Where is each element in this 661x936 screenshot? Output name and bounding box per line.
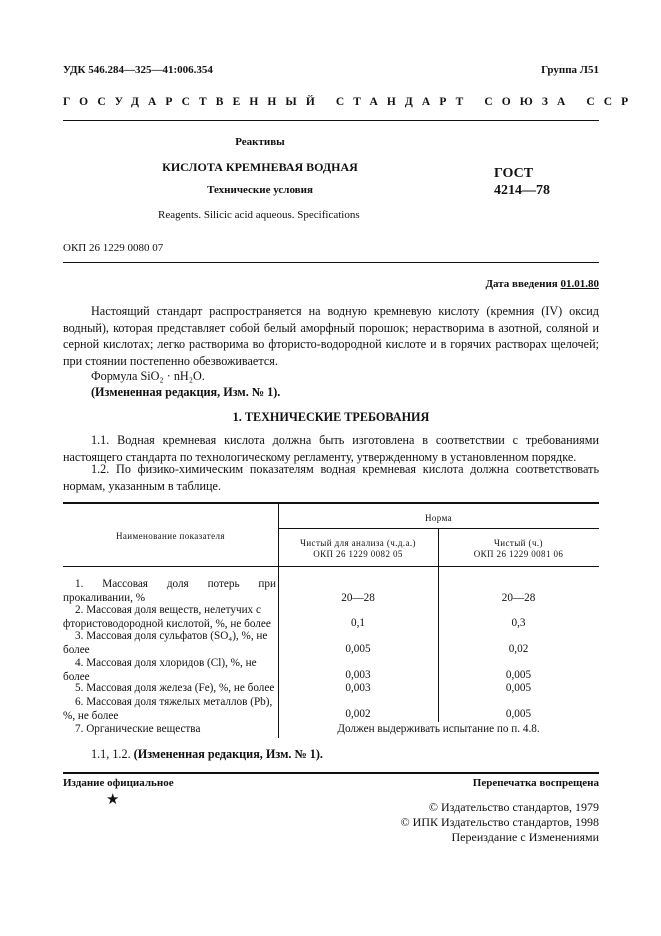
table-row-value: 0,003	[345, 669, 371, 681]
document-title: КИСЛОТА КРЕМНЕВАЯ ВОДНАЯ	[162, 160, 358, 174]
title-rule	[63, 262, 599, 263]
col-header-norm: Норма	[425, 513, 452, 523]
after-table-amendment: (Измененная редакция, Изм. № 1).	[133, 747, 323, 761]
reprint-prohibited: Перепечатка воспрещена	[472, 777, 599, 789]
col-header-ch-okp: ОКП 26 1229 0081 06	[473, 549, 564, 559]
table-row-value: 0,005	[505, 708, 532, 720]
category: Реактивы	[235, 136, 285, 148]
intro-date-value: 01.01.80	[560, 278, 599, 290]
english-title: Reagents. Silicic acid aqueous. Specifications	[158, 209, 360, 221]
table-top-rule	[63, 502, 599, 504]
table-row-name: 1. Массовая доля потерь при прокаливании, %	[63, 578, 276, 604]
intro-amendment: (Измененная редакция, Изм. № 1).	[91, 385, 281, 399]
table-header-bottom-rule	[63, 566, 599, 567]
formula-label: Формула	[91, 369, 138, 383]
table-row-value: 0,002	[345, 708, 371, 720]
table-row-name: 5. Массовая доля железа (Fe), %, не более	[75, 682, 275, 694]
table-row-merged-value: Должен выдерживать испытание по п. 4.8.	[337, 723, 540, 735]
table-row-value: 20—28	[341, 592, 375, 604]
section-paragraph-1: 1.1. Водная кремневая кислота должна быть изготовлена в соответствии с требованиями настоящего стандарта по технологическому регламенту, утвержденному в установленном порядке.	[63, 433, 599, 464]
table-row-name: 6. Массовая доля тяжелых металлов (Pb), %, не более	[63, 696, 273, 722]
intro-date	[485, 278, 599, 290]
col-header-ch: Чистый (ч.)	[494, 538, 543, 548]
col-header-name: Наименование показателя	[116, 531, 225, 541]
star-icon: ★	[106, 792, 120, 808]
document-subtitle: Технические условия	[207, 184, 313, 196]
header-rule	[63, 120, 599, 121]
state-standard-title: ГОСУДАРСТВЕННЫЙ СТАНДАРТ СОЮЗА ССР	[63, 96, 638, 108]
gost-number: 4214—78	[494, 183, 550, 198]
group-code: Группа Л51	[541, 64, 599, 76]
official-edition: Издание официальное	[63, 777, 174, 789]
formula: SiO₂ · nH₂O.	[140, 369, 205, 383]
reissue-note: Переиздание с Изменениями	[451, 830, 599, 844]
table-row-name: 2. Массовая доля веществ, нелетучих с фтористоводородной кислотой, %, не более	[63, 604, 271, 630]
footer-rule	[63, 772, 599, 774]
copyright-block	[401, 800, 599, 845]
intro-paragraph: Настоящий стандарт распространяется на водную кремневую кислоту (кремния (IV) оксид водный), которая представляет собой белый аморфный порошок; нерастворима в азотной, соляной и серной кислотах; легко растворима во фтористо-водородной кислоте и в горячих растворах щелочей; при стоянии постепенно обезвоживается.	[63, 304, 599, 368]
table-row-value: 0,3	[511, 617, 526, 629]
udk-code: УДК 546.284—325—41:006.354	[63, 64, 213, 76]
copyright-1998: © ИПК Издательство стандартов, 1998	[400, 815, 599, 829]
table-row-name: 7. Органические вещества	[75, 723, 201, 735]
okp-code: ОКП 26 1229 0080 07	[63, 242, 164, 254]
col-header-chda: Чистый для анализа (ч.д.а.)	[300, 538, 416, 548]
table-row-value: 0,003	[345, 682, 371, 694]
copyright-1979: © Издательство стандартов, 1979	[428, 800, 599, 814]
section-heading: 1. ТЕХНИЧЕСКИЕ ТРЕБОВАНИЯ	[232, 410, 430, 424]
after-table-prefix: 1.1, 1.2.	[91, 747, 131, 761]
intro-date-label: Дата введения	[485, 278, 558, 290]
table-row-value: 0,005	[345, 643, 371, 655]
col-header-chda-okp: ОКП 26 1229 0082 05	[313, 549, 403, 559]
gost-label: ГОСТ	[494, 166, 534, 181]
after-table-note	[91, 746, 323, 763]
table-row-value: 0,02	[508, 643, 529, 655]
table-row-value: 0,005	[505, 669, 532, 681]
table-row-value: 20—28	[501, 592, 536, 604]
table-row-value: 0,005	[505, 682, 532, 694]
section-paragraph-2: 1.2. По физико-химическим показателям водная кремневая кислота должна соответствовать нормам, указанным в таблице.	[63, 462, 599, 493]
table-row-value: 0,1	[351, 617, 365, 629]
formula-line	[91, 368, 205, 385]
table-row-name: 3. Массовая доля сульфатов (SO₄), %, не более	[63, 630, 268, 656]
table-row-name: 4. Массовая доля хлоридов (Cl), %, не более	[63, 657, 257, 683]
